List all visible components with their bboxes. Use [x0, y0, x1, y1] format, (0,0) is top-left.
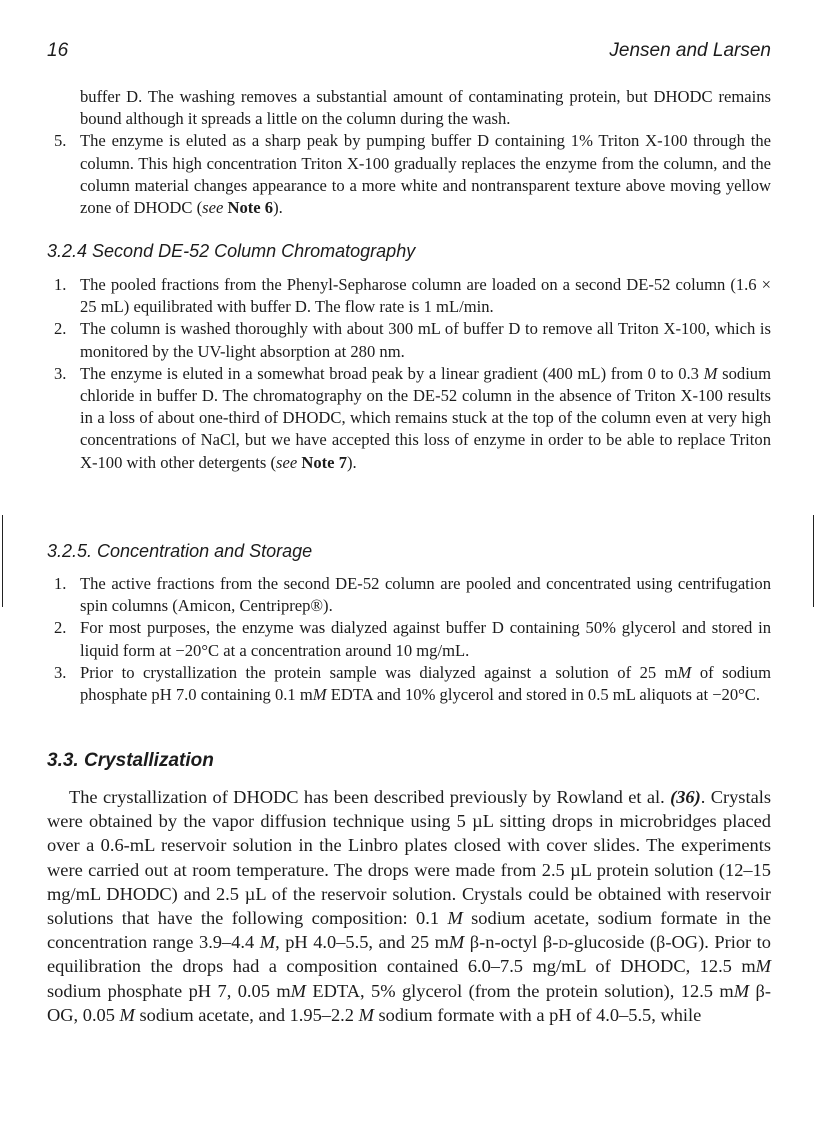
section-heading: 3.3. Crystallization	[47, 750, 214, 771]
body-paragraph: The crystallization of DHODC has been described previously by Rowland et al. (36). Crystals were obtained by the vapor diffusion technique using 5 µL sitting drops in microbridges placed over a 0.6-mL reservoir solution in the Linbro plates closed with cover slides. The experiments were carried out at room temperature. The drops were made from 2.5 µL protein solution (12–15 mg/mL DHODC) and 2.5 µL of the reservoir solution. Crystals could be obtained with reservoir solutions that have the following composition: 0.1 M sodium acetate, sodium formate in the concentration range 3.9–4.4 M, pH 4.0–5.5, and 25 mM β-n-octyl β-d-glucoside (β-OG). Prior to equilibration the drops had a composition contained 6.0–7.5 mg/mL of DHODC, 12.5 mM sodium phosphate pH 7, 0.05 mM EDTA, 5% glycerol (from the protein solution), 12.5 mM β-OG, 0.05 M sodium acetate, and 1.95–2.2 M sodium formate with a pH of 4.0–5.5, while	[47, 787, 771, 1025]
list-item: 2. The column is washed thoroughly with about 300 mL of buffer D to remove all Triton X-100, which is monitored by the UV-light absorption at 280 nm.	[54, 319, 771, 361]
scan-edge-mark-left	[2, 515, 3, 607]
list-item: 1. The pooled fractions from the Phenyl-Sepharose column are loaded on a second DE-52 column (1.6 × 25 mL) equilibrated with buffer D. The flow rate is 1 mL/min.	[54, 275, 771, 317]
section-3-3	[47, 750, 771, 772]
list-item-number: 2.	[54, 618, 67, 638]
page-number: 16	[47, 40, 69, 61]
section-3-2-5-list	[47, 573, 771, 706]
section-heading: 3.2.4 Second DE-52 Column Chromatography	[47, 241, 416, 261]
section-3-3-body	[47, 785, 771, 1027]
list-item-number: 3.	[54, 662, 67, 682]
list-item-text: buffer D. The washing removes a substantial amount of contaminating protein, but DHODC remains bound although it spreads a little on the column during the wash.	[80, 87, 771, 129]
list-item: 3. Prior to crystallization the protein sample was dialyzed against a solution of 25 mM of sodium phosphate pH 7.0 containing 0.1 mM EDTA and 10% glycerol and stored in 0.5 mL aliquots at −20°C.	[54, 662, 771, 705]
section-3-2-4-list	[47, 274, 771, 474]
section-3-2-4	[47, 240, 771, 262]
running-head-authors: Jensen and Larsen	[609, 40, 771, 61]
list-item-number: 1.	[54, 574, 67, 593]
section-3-2-5	[47, 540, 771, 562]
list-item-number: 5.	[54, 131, 67, 151]
section-heading: 3.2.5. Concentration and Storage	[47, 541, 313, 561]
list-item: 3. The enzyme is eluted in a somewhat broad peak by a linear gradient (400 mL) from 0 to 0.3 M sodium chloride in buffer D. The chromatography on the DE-52 column in the absence of Triton X-100 results in a loss of about one-third of DHODC, which remains stuck at the top of the column even at very high concentrations of NaCl, but we have accepted this loss of enzyme in order to be able to replace Triton X-100 with other detergents (see Note 7).	[54, 363, 772, 472]
citation: (36)	[670, 787, 701, 807]
list-item: 5. The enzyme is eluted as a sharp peak by pumping buffer D containing 1% Triton X-100 through the column. This high concentration Triton X-100 gradually replaces the enzyme from the column, and the column material changes appearance to a more white and nontransparent texture above moving yellow zone of DHODC (see Note 6).	[54, 131, 771, 218]
list-item	[47, 86, 771, 130]
top-list-block	[47, 86, 771, 219]
list-item-number: 3.	[54, 363, 67, 383]
list-item-number: 2.	[54, 319, 67, 339]
running-head	[47, 40, 771, 66]
scan-edge-mark-right	[813, 515, 814, 607]
list-item-number: 1.	[54, 275, 67, 294]
note-ref: Note 6	[227, 198, 274, 218]
list-item: 2. For most purposes, the enzyme was dialyzed against buffer D containing 50% glycerol and stored in liquid form at −20°C at a concentration around 10 mg/mL.	[54, 618, 771, 660]
note-ref: Note 7	[301, 452, 347, 472]
list-item: 1. The active fractions from the second DE-52 column are pooled and concentrated using centrifugation spin columns (Amicon, Centriprep®).	[54, 574, 771, 616]
